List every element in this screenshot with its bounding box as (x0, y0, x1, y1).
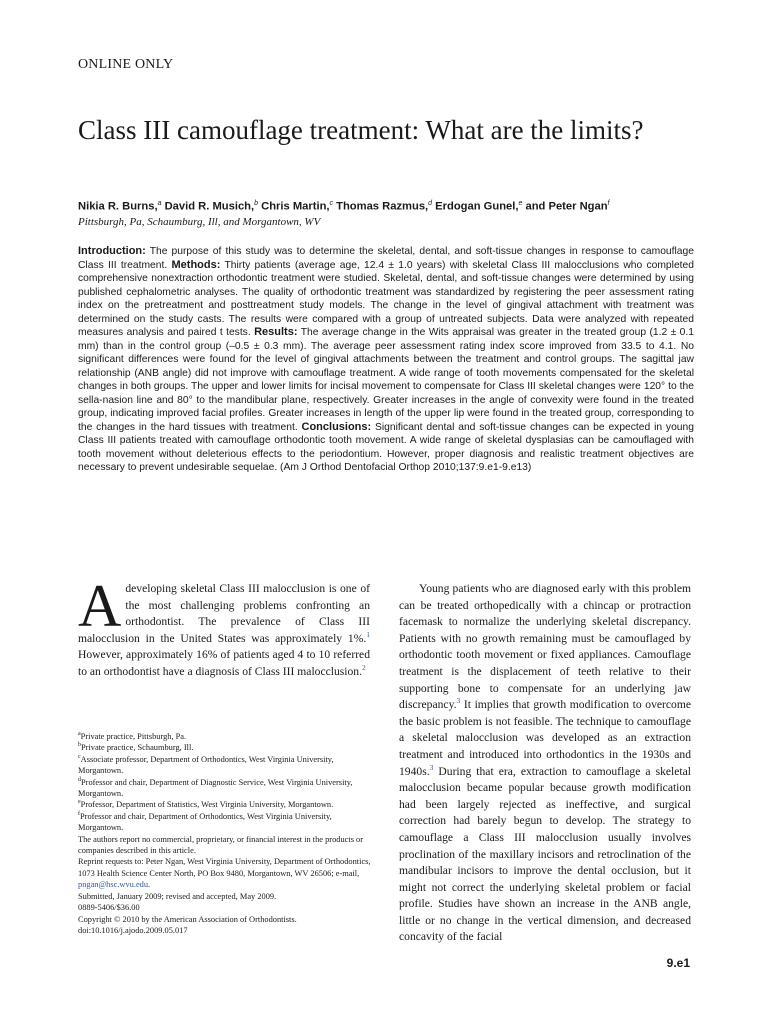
conflict-statement: The authors report no commercial, proprietary, or financial interest in the products or companies described in this article. (78, 834, 364, 856)
abstract-introduction-text: The purpose of this study was to determine the skeletal, dental, and soft-tissue changes in response to camouflage Class III treatment. (78, 246, 694, 271)
author-name: Chris Martin, (261, 200, 330, 213)
page-number: 9.e1 (666, 956, 690, 970)
footnote-text: Associate professor, Department of Orthodontics, West Virginia University, Morgantown. (78, 754, 334, 776)
author-affiliation-mark: b (254, 200, 259, 207)
footnote (78, 777, 374, 800)
reprint-requests (78, 856, 374, 890)
issn: 0889-5406/$36.00 (78, 903, 140, 913)
body-paragraph: developing skeletal Class III malocclusion is one of the most challenging problems confronting an orthodontist. The prevalence of Class III malocclusion in the United States was approximately 1%. (78, 582, 370, 645)
abstract-methods-text: Thirty patients (average age, 12.4 ± 1.0 years) with skeletal Class III malocclusions who completed comprehensive nonextraction orthodontic treatment were studied. Skeletal, dental, and soft-tissue changes were determined by using published cephalometric analyses. The quality of orthodontic treatment was standardized by registering the peer assessment rating index on the pretreatment and posttreatment study models. The change in the level of gingival attachment with treatment was determined on the study casts. The results were compared with a group of untreated subjects. Data were analyzed with repeated measures analysis and paired t tests. (78, 259, 694, 338)
abstract-methods-label: Methods: (171, 258, 221, 271)
author-name: David R. Musich, (164, 200, 255, 213)
footnote-mark: b (78, 742, 81, 749)
author-name: Erdogan Gunel, (435, 200, 519, 213)
footnote-text: Private practice, Pittsburgh, Pa. (80, 732, 187, 741)
abstract-conclusions-text: Significant dental and soft-tissue changes can be expected in young Class III patients treated with camouflage orthodontic tooth movement. A wide range of skeletal dysplasias can be camouflaged with tooth movement without deleterious effects to the periodontium. However, proper diagnosis and realistic treatment objectives are necessary to prevent undesirable sequelae. (Am J Orthod Dentofacial Orthop 2010;137:9.e1-9.e13) (78, 421, 694, 473)
footnotes (78, 731, 374, 936)
footnote-mark: c (78, 754, 81, 761)
body-paragraph: Young patients who are diagnosed early with this problem can be treated orthopedically with a chincap or protraction facemask to normalize the underlying skeletal discrepancy. Patients with no growth remaining must be camouflaged by orthodontic tooth movement or fixed appliances. Camouflage treatment is the displacement of teeth relative to their supporting bone to compensate for an underlying jaw discrepancy. (399, 582, 691, 712)
footnote-text: Professor and chair, Department of Orthodontics, West Virginia University, Morgantown. (78, 811, 332, 833)
footnote (78, 799, 374, 810)
author-list (78, 200, 698, 213)
drop-cap: A (78, 573, 122, 639)
submission-dates: Submitted, January 2009; revised and accepted, May 2009. (78, 891, 277, 901)
footnote-mark: e (78, 799, 81, 806)
reprint-text-end: . (148, 880, 151, 890)
author-affiliation-mark: c (329, 200, 334, 207)
author-name: and Peter Ngan (525, 200, 608, 213)
reference-link[interactable]: 3 (429, 762, 434, 772)
footnote (78, 754, 374, 777)
body-paragraph: It implies that growth modification to overcome the basic problem is not feasible. The technique to camouflage a skeletal malocclusion was developed as an extraction treatment and introduced into orthodontics in the 1930s and 1940s. (399, 698, 691, 778)
abstract-results-label: Results: (254, 326, 298, 338)
reference-link[interactable]: 2 (362, 663, 366, 673)
body-paragraph: During that era, extraction to camouflage a skeletal malocclusion became popular because growth modification had been largely rejected as ineffective, and surgical correction had barely begun to develop. The strategy to camouflage a Class III malocclusion usually involves proclination of the maxillary incisors and retroclination of the mandibular incisors to improve the dental occlusion, but it might not correct the underlying skeletal problem or facial profile. Studies have shown an increase in the ANB angle, little or no change in the vertical dimension, and decreased concavity of the facial (399, 764, 691, 944)
reference-link[interactable]: 1 (366, 629, 370, 639)
footnote-text: Professor and chair, Department of Diagnostic Service, West Virginia University, Morgantown. (78, 777, 353, 799)
abstract-introduction-label: Introduction: (78, 245, 146, 257)
body-column-right (399, 581, 691, 946)
footnote-text: Professor, Department of Statistics, West Virginia University, Morgantown. (80, 800, 334, 810)
author-affiliation-mark: e (518, 200, 523, 207)
footnote (78, 811, 374, 834)
email-link[interactable]: pngan@hsc.wvu.edu (78, 880, 149, 890)
copyright: Copyright © 2010 by the American Association of Orthodontists. (78, 914, 297, 924)
abstract (78, 245, 694, 475)
footnote (78, 742, 374, 753)
body-paragraph: However, approximately 16% of patients aged 4 to 10 referred to an orthodontist have a diagnosis of Class III malocclusion. (78, 648, 370, 678)
article-title: Class III camouflage treatment: What are the limits? (78, 115, 644, 145)
footnote-text: Private practice, Schaumburg, Ill. (81, 743, 194, 753)
author-name: Nikia R. Burns, (78, 200, 158, 213)
author-locations: Pittsburgh, Pa, Schaumburg, Ill, and Morgantown, WV (78, 216, 321, 228)
author-affiliation-mark: d (428, 200, 433, 207)
abstract-results-text: The average change in the Wits appraisal was greater in the treated group (1.2 ± 0.1 mm) than in the control group (–0.5 ± 0.3 mm). The average peer assessment rating index score improved from 33.5 to 4.1. No significant differences were found for the level of gingival attachments between the treatment and control groups. The sagittal jaw relationship (ANB angle) did not improve with camouflage treatment. A wide range of tooth movements compensated for the skeletal changes in both groups. The upper and lower limits for incisal movement to compensate for Class III skeletal changes were 120° to the sella-nasion line and 80° to the mandibular plane, respectively. Greater increases in the angle of convexity were found in the treated group, indicating improved facial profiles. Greater increases in length of the upper lip were found in the treated group, corresponding to the changes in the hard tissues with treatment. (78, 327, 694, 433)
reference-link[interactable]: 3 (456, 696, 461, 706)
abstract-conclusions-label: Conclusions: (301, 420, 372, 433)
body-column-left (78, 573, 370, 681)
footnote-mark: f (78, 811, 80, 818)
author-affiliation-mark: f (607, 200, 610, 207)
doi: doi:10.1016/j.ajodo.2009.05.017 (78, 925, 188, 935)
footnote-mark: d (78, 776, 81, 783)
footnote (78, 731, 374, 742)
author-affiliation-mark: a (157, 200, 162, 207)
author-name: Thomas Razmus, (336, 200, 429, 213)
footnote-mark: a (78, 731, 81, 738)
section-label: ONLINE ONLY (78, 57, 174, 72)
reprint-text: Reprint requests to: Peter Ngan, West Virginia University, Department of Orthodontics, 1073 Health Science Center North, PO Box 9480, Morgantown, WV 26506; e-mail, (78, 857, 371, 878)
